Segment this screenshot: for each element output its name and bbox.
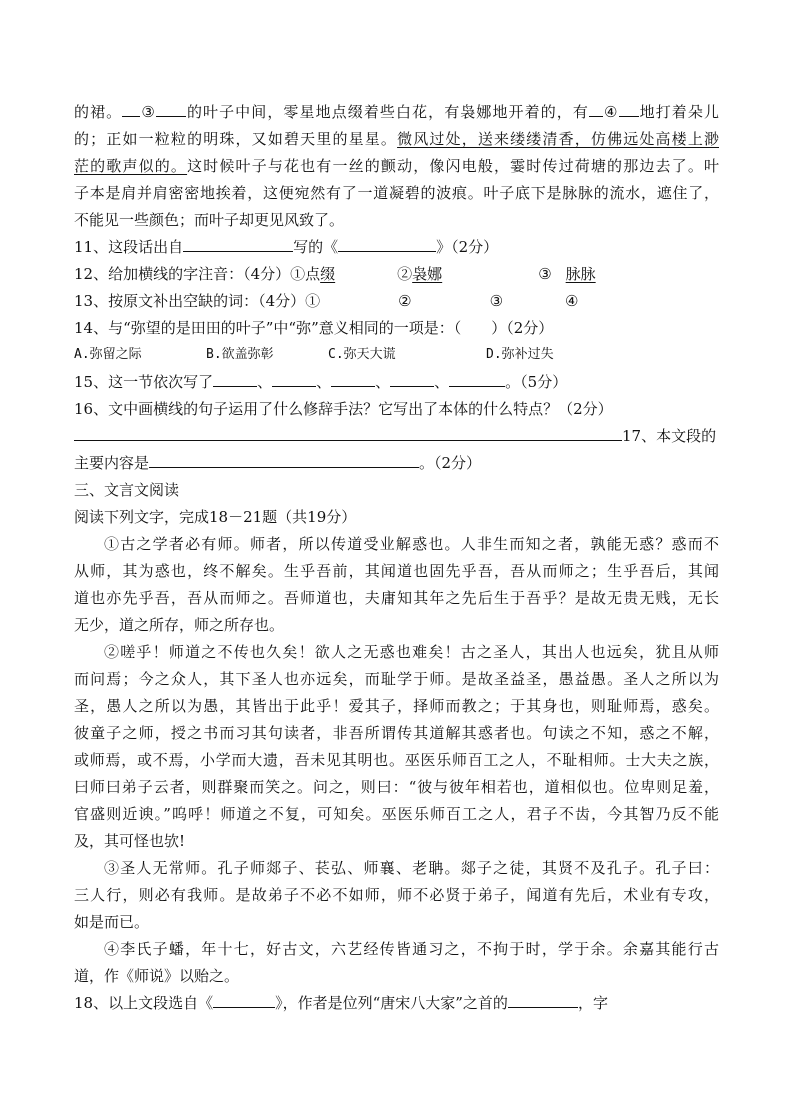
answer-blank[interactable] [508, 991, 578, 1008]
option-d[interactable]: D.弥补过失 [486, 347, 554, 362]
classical-p1-line-4: 无少，道之所存，师之所存也。 [74, 616, 285, 634]
answer-blank[interactable] [390, 370, 434, 387]
answer-blank[interactable] [272, 370, 316, 387]
answer-blank[interactable] [338, 235, 436, 252]
passage-line-5: 不能见一些颜色；而叶子却更见风致了。 [74, 211, 345, 229]
classical-p3-line-1: ③圣人无常师。孔子师郯子、苌弘、师襄、老聃。郯子之徒，其贤不及孔子。孔子曰： [104, 859, 719, 877]
classical-p2-line-4: 彼童子之师，授之书而习其句读者，非吾所谓传其道解其惑者也。句读之不知，惑之不解， [74, 724, 719, 742]
classical-p1-line-1: ①古之学者必有师。师者，所以传道受业解惑也。人非生而知之者，孰能无惑？惑而不 [104, 535, 719, 553]
section-3-title: 三、文言文阅读 [74, 481, 180, 499]
underlined-sentence-part2: 茫的歌声似的。 [74, 157, 188, 175]
question-18: 18、以上文段选自《 》，作者是位列“唐宋八大家”之首的 ，字 [74, 991, 719, 1015]
classical-p3-line-2: 三人行，则必有我师。是故弟子不必不如师，师不必贤于弟子，闻道有先后，术业有专攻， [74, 886, 719, 904]
classical-p2-line-2: 而问焉；今之众人，其下圣人也亦远矣，而耻学于师。是故圣益圣，愚益愚。圣人之所以为 [74, 670, 719, 688]
blank-3: ③ [140, 103, 156, 121]
classical-p1-line-2: 从师，其为惑也，终不解矣。生乎吾前，其闻道也固先乎吾，吾从而师之；生乎吾后，其闻 [74, 562, 719, 580]
blank-4: ④ [602, 103, 619, 121]
question-17-start: 17、本文段的 [622, 427, 717, 445]
question-16-answer-line [74, 424, 719, 448]
question-17: 主要内容是 。（2分） [74, 451, 719, 475]
question-14-stem: 14、与“弥望的是田田的叶子”中“弥”意义相同的一项是：（ ）（2分） [74, 319, 554, 337]
classical-p2-line-6: 曰师曰弟子云者，则群聚而笑之。问之，则曰：“彼与彼年相若也，道相似也。位卑则足羞， [74, 778, 719, 796]
question-11: 11、这段话出自 写的《 》（2分） [74, 235, 719, 259]
classical-p1-line-3: 道也亦先乎吾，吾从而师之。吾师道也，夫庸知其年之先后生于吾乎？是故无贵无贱，无长 [74, 589, 719, 607]
classical-p4-line-2: 道，作《师说》以贻之。 [74, 967, 240, 985]
answer-blank[interactable] [149, 451, 419, 468]
classical-p2-line-7: 官盛则近谀。”呜呼！师道之不复，可知矣。巫医乐师百工之人，君子不齿，今其智乃反不能 [74, 805, 719, 823]
classical-p3-line-3: 如是而已。 [74, 913, 150, 931]
question-12: 12、给加横线的字注音：（4分）①点缀 ②袅娜 ③ 脉脉 [74, 265, 596, 283]
passage-line-2: 的；正如一粒粒的明珠，又如碧天里的星星。微风过处，送来缕缕清香，仿佛远处高楼上渺 [74, 130, 719, 148]
answer-blank[interactable] [183, 235, 293, 252]
underlined-sentence-part1: 微风过处，送来缕缕清香，仿佛远处高楼上渺 [397, 130, 719, 148]
classical-p2-line-8: 及，其可怪也欤! [74, 832, 186, 850]
question-14-options [74, 343, 719, 367]
classical-p2-line-1: ②嗟乎！师道之不传也久矣！欲人之无惑也难矣！古之圣人，其出人也远矣，犹且从师 [104, 643, 719, 661]
option-c[interactable]: C.弥天大谎 [328, 347, 396, 362]
answer-blank[interactable] [74, 424, 622, 441]
option-b[interactable]: B.欲盖弥彰 [206, 347, 274, 362]
question-16-stem: 16、文中画横线的句子运用了什么修辞手法？它写出了本体的什么特点？（2分） [74, 400, 613, 418]
classical-p2-line-5: 或师焉，或不焉，小学而大遗，吾未见其明也。巫医乐师百工之人，不耻相师。士大夫之族， [74, 751, 719, 769]
answer-blank[interactable] [213, 370, 257, 387]
classical-p2-line-3: 圣，愚人之所以为愚，其皆出于此乎！爱其子，择师而教之；于其身也，则耻师焉，惑矣。 [74, 697, 719, 715]
option-a[interactable]: A.弥留之际 [74, 347, 142, 362]
question-15: 15、这一节依次写了 、 、 、 、 。（5分） [74, 370, 719, 394]
answer-blank[interactable] [331, 370, 375, 387]
passage-line-1: 的裙。 ③ 的叶子中间，零星地点缀着些白花，有袅娜地开着的，有 ④ 地打着朵儿 [74, 100, 719, 124]
answer-blank[interactable] [449, 370, 505, 387]
classical-p4-line-1: ④李氏子蟠，年十七，好古文，六艺经传皆通习之，不拘于时，学于余。余嘉其能行古 [104, 940, 719, 958]
section-3-intro: 阅读下列文字，完成18－21题（共19分） [74, 508, 357, 526]
answer-blank[interactable] [213, 991, 275, 1008]
question-13: 13、按原文补出空缺的词：（4分）① ② ③ ④ [74, 292, 579, 310]
passage-line-4: 子本是肩并肩密密地挨着，这便宛然有了一道凝碧的波痕。叶子底下是脉脉的流水，遮住了， [74, 184, 719, 202]
passage-line-3: 茫的歌声似的。这时候叶子与花也有一丝的颤动，像闪电般，霎时传过荷塘的那边去了。叶 [74, 157, 719, 175]
